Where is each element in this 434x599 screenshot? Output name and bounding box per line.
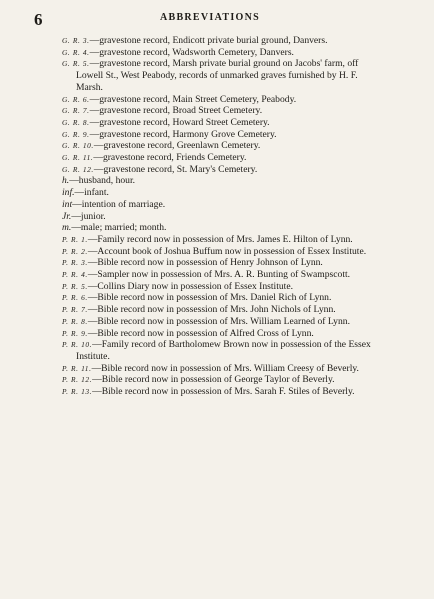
abbreviation-definition: —husband, hour. (69, 175, 136, 187)
abbreviation-entry (62, 246, 372, 258)
abbreviation-entry (62, 328, 372, 340)
abbreviation-definition: —Collins Diary now in possession of Essex Institute. (87, 280, 294, 292)
abbreviation-term: P. R. 1. (62, 234, 88, 244)
abbreviation-term: G. R. 7. (62, 106, 90, 116)
abbreviation-definition: —Family record now in possession of Mrs. James E. Hilton of Lynn. (87, 233, 353, 245)
abbreviation-list (62, 35, 372, 398)
abbreviation-term: P. R. 7. (62, 305, 88, 315)
abbreviation-definition: —male; married; month. (71, 222, 167, 234)
abbreviation-term: P. R. 4. (62, 270, 88, 280)
abbreviation-term: P. R. 2. (62, 246, 88, 256)
abbreviation-term: P. R. 10. (62, 340, 93, 350)
abbreviation-entry (62, 199, 372, 211)
abbreviation-definition: —Family record of Bartholomew Brown now in possession of the Essex Institute. (76, 339, 371, 362)
abbreviation-definition: —Bible record now in possession of Mrs. Daniel Rich of Lynn. (87, 292, 332, 304)
abbreviation-definition: —gravestone record, Marsh private burial ground on Jacobs' farm, off Lowell St., West Peabody, records of unmarked graves furnished by H. F. Marsh. (76, 58, 359, 93)
abbreviation-entry (62, 316, 372, 328)
abbreviation-entry (62, 129, 372, 141)
abbreviation-definition: —Bible record now in possession of Mrs. Sarah F. Stiles of Beverly. (92, 386, 355, 398)
abbreviation-entry (62, 339, 372, 362)
running-title: ABBREVIATIONS (159, 12, 261, 23)
abbreviation-entry (62, 47, 372, 59)
abbreviation-entry (62, 175, 372, 187)
abbreviation-entry (62, 105, 372, 117)
abbreviation-entry (62, 222, 372, 234)
abbreviation-term: h. (62, 175, 70, 187)
abbreviation-term: G. R. 11. (62, 153, 94, 163)
abbreviation-term: G. R. 4. (62, 47, 90, 57)
abbreviation-entry (62, 386, 372, 398)
abbreviation-entry (62, 234, 372, 246)
abbreviation-term: G. R. 10. (62, 141, 94, 151)
abbreviation-entry (62, 117, 372, 129)
abbreviation-term: int (62, 198, 73, 210)
abbreviation-definition: —gravestone record, Broad Street Cemetery. (89, 105, 263, 117)
abbreviation-definition: —gravestone record, Friends Cemetery. (93, 152, 247, 164)
abbreviation-term: P. R. 9. (62, 328, 88, 338)
abbreviation-definition: —gravestone record, Main Street Cemetery, Peabody. (89, 93, 297, 105)
abbreviation-definition: —gravestone record, St. Mary's Cemetery. (93, 163, 258, 175)
abbreviation-entry (62, 292, 372, 304)
abbreviation-entry (62, 94, 372, 106)
abbreviation-definition: —junior. (71, 210, 106, 222)
abbreviation-definition: —gravestone record, Howard Street Cemetery. (89, 116, 270, 128)
abbreviation-definition: —intention of marriage. (72, 198, 166, 210)
abbreviation-term: P. R. 3. (62, 258, 88, 268)
abbreviation-entry (62, 58, 372, 93)
abbreviation-definition: —Bible record now in possession of Mrs. William Learned of Lynn. (87, 315, 350, 327)
abbreviation-definition: —Account book of Joshua Buffum now in possession of Essex Institute. (87, 245, 367, 257)
abbreviation-term: G. R. 9. (62, 129, 90, 139)
abbreviation-definition: —Bible record now in possession of Mrs. John Nichols of Lynn. (87, 304, 336, 316)
abbreviation-definition: —Bible record now in possession of Alfred Cross of Lynn. (87, 327, 314, 339)
abbreviation-term: P. R. 13. (62, 387, 93, 397)
abbreviation-term: G. R. 12. (62, 164, 94, 174)
abbreviation-term: Jr. (62, 210, 72, 222)
abbreviation-entry (62, 187, 372, 199)
abbreviation-entry (62, 281, 372, 293)
abbreviation-entry (62, 304, 372, 316)
abbreviation-entry (62, 374, 372, 386)
abbreviation-term: inf. (62, 187, 75, 199)
abbreviation-definition: —Bible record now in possession of Henry Johnson of Lynn. (87, 257, 323, 269)
abbreviation-entry (62, 164, 372, 176)
abbreviation-entry (62, 152, 372, 164)
abbreviation-definition: —Sampler now in possession of Mrs. A. R. Bunting of Swampscott. (87, 269, 351, 281)
abbreviation-term: P. R. 6. (62, 293, 88, 303)
abbreviation-definition: —gravestone record, Endicott private burial ground, Danvers. (89, 35, 328, 46)
abbreviation-entry (62, 35, 372, 47)
abbreviation-definition: —gravestone record, Wadsworth Cemetery, Danvers. (89, 46, 294, 58)
abbreviation-entry (62, 211, 372, 223)
abbreviation-definition: —gravestone record, Greenlawn Cemetery. (93, 140, 261, 152)
abbreviation-definition: —Bible record now in possession of George Taylor of Beverly. (92, 374, 335, 386)
abbreviation-entry (62, 140, 372, 152)
abbreviation-term: P. R. 8. (62, 316, 88, 326)
abbreviation-term: m. (62, 222, 72, 234)
abbreviation-term: G. R. 6. (62, 94, 90, 104)
abbreviation-term: P. R. 5. (62, 281, 88, 291)
page-header (34, 10, 386, 28)
abbreviation-term: G. R. 5. (62, 59, 90, 69)
abbreviation-definition: —infant. (74, 187, 109, 199)
abbreviation-definition: —gravestone record, Harmony Grove Cemetery. (89, 128, 277, 140)
abbreviation-term: G. R. 3. (62, 36, 90, 45)
abbreviation-entry (62, 269, 372, 281)
abbreviation-entry (62, 363, 372, 375)
abbreviation-term: G. R. 8. (62, 117, 90, 127)
abbreviation-definition: —Bible record now in possession of Mrs. William Creesy of Beverly. (91, 362, 359, 374)
abbreviation-term: P. R. 11. (62, 363, 92, 373)
abbreviation-term: P. R. 12. (62, 375, 93, 385)
abbreviation-entry (62, 257, 372, 269)
page-number: 6 (34, 10, 43, 29)
